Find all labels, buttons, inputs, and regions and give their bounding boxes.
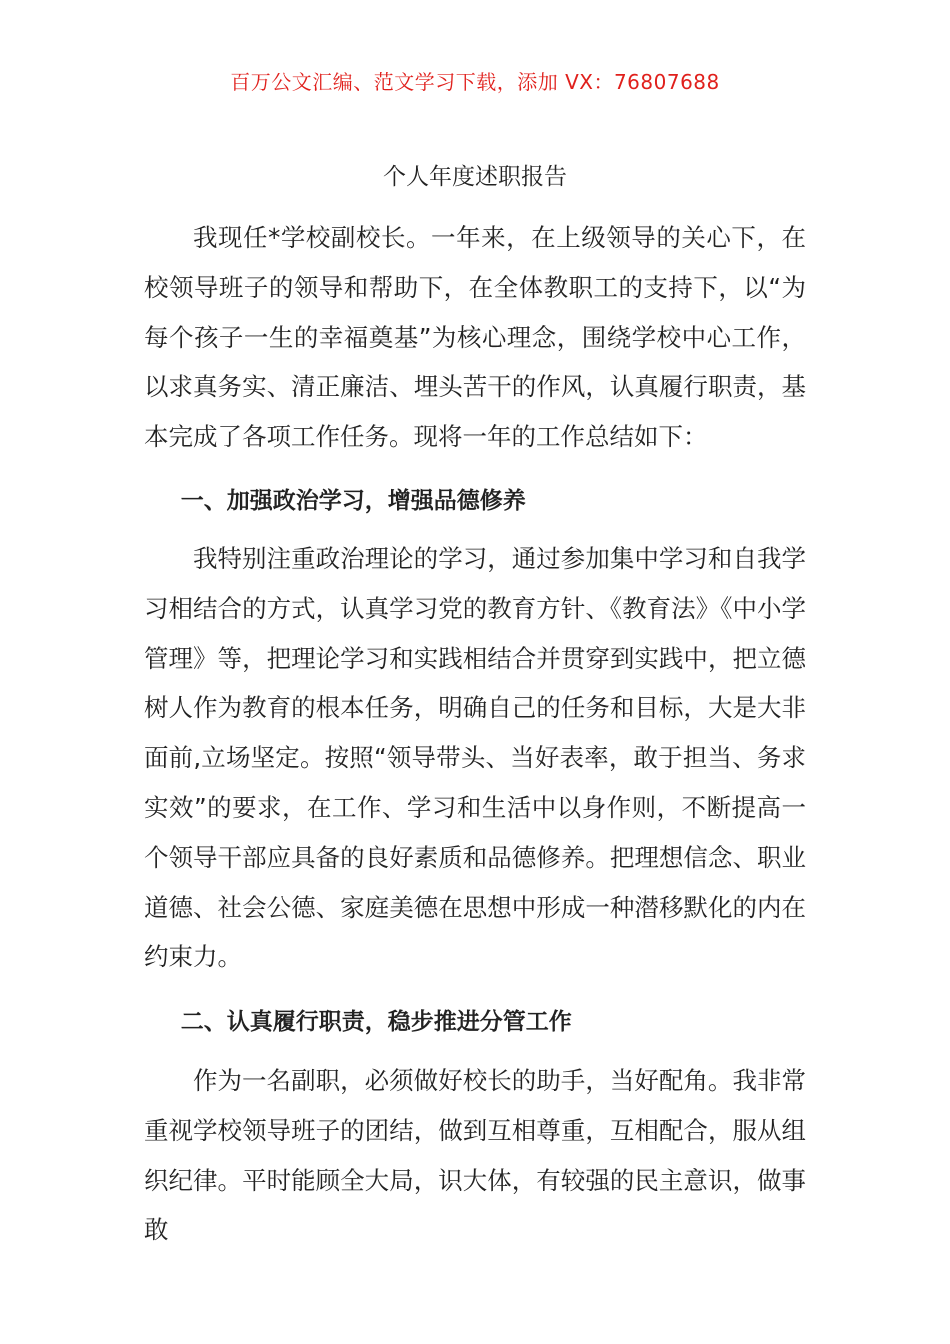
section-body-2: 作为一名副职，必须做好校长的助手，当好配角。我非常重视学校领导班子的团结，做到互相尊重，互相配合，服从组织纪律。平时能顾全大局，识大体，有较强的民主意识，做事敢 xyxy=(144,1066,806,1245)
section-heading-2: 二、认真履行职责，稳步推进分管工作 xyxy=(180,1009,572,1035)
section-heading-1: 一、加强政治学习，增强品德修养 xyxy=(180,488,526,514)
intro-paragraph: 我现任*学校副校长。一年来，在上级领导的关心下，在校领导班子的领导和帮助下，在全体教职工的支持下，以“为每个孩子一生的幸福奠基”为核心理念，围绕学校中心工作，以求真务实、清正廉洁、埋头苦干的作风，认真履行职责，基本完成了各项工作任务。现将一年的工作总结如下： xyxy=(144,223,806,452)
header-banner: 百万公文汇编、范文学习下载，添加 VX：76807688 xyxy=(230,70,720,94)
section-body-1: 我特别注重政治理论的学习，通过参加集中学习和自我学习相结合的方式，认真学习党的教育方针、《教育法》《中小学管理》等，把理论学习和实践相结合并贯穿到实践中，把立德树人作为教育的根本任务，明确自己的任务和目标，大是大非面前,立场坚定。按照“领导带头、当好表率，敢于担当、务求实效”的要求，在工作、学习和生活中以身作则，不断提高一个领导干部应具备的良好素质和品德修养。把理想信念、职业道德、社会公德、家庭美德在思想中形成一种潜移默化的内在约束力。 xyxy=(144,544,806,972)
document-title: 个人年度述职报告 xyxy=(383,164,567,190)
